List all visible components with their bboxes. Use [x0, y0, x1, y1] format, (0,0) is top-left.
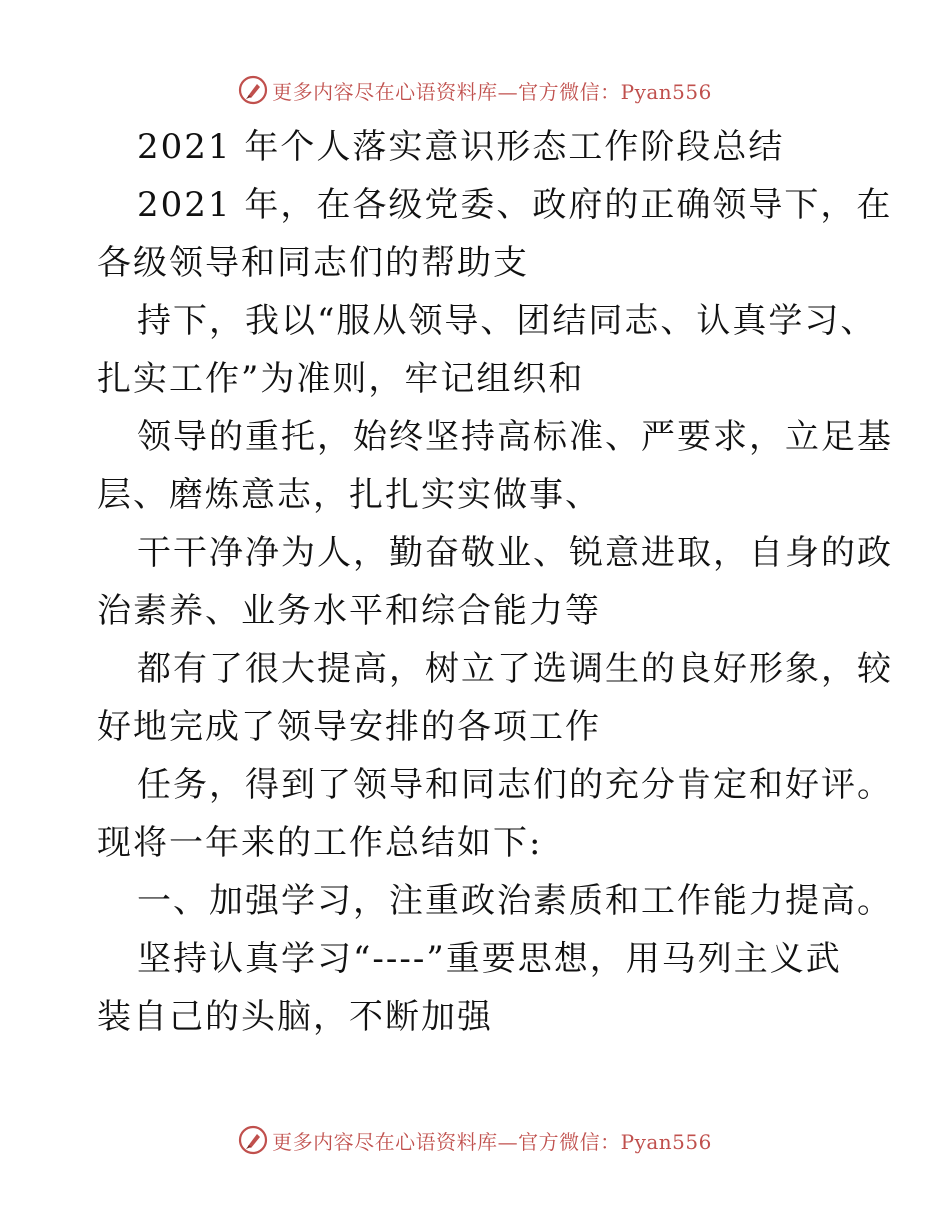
document-line: 扎实工作”为准则，牢记组织和 — [97, 359, 585, 399]
document-line: 都有了很大提高，树立了选调生的良好形象，较 — [137, 649, 893, 689]
document-line: 领导的重托，始终坚持高标准、严要求，立足基 — [137, 417, 893, 457]
document-line: 2021 年，在各级党委、政府的正确领导下，在 — [137, 185, 893, 225]
document-body — [97, 118, 893, 1046]
document-line: 持下，我以“服从领导、团结同志、认真学习、 — [137, 301, 877, 341]
header-banner — [0, 70, 950, 110]
document-line: 坚持认真学习“----”重要思想，用马列主义武 — [137, 939, 842, 979]
footer-banner-text: 更多内容尽在心语资料库—官方微信：Pyan556 — [272, 1129, 712, 1154]
document-line: 层、磨炼意志，扎扎实实做事、 — [97, 475, 601, 515]
document-line: 装自己的头脑，不断加强 — [97, 997, 493, 1037]
document-line: 任务，得到了领导和同志们的充分肯定和好评。 — [137, 765, 893, 805]
document-line: 各级领导和同志们的帮助支 — [97, 243, 529, 283]
document-line: 好地完成了领导安排的各项工作 — [97, 707, 601, 747]
footer-banner — [0, 1120, 950, 1160]
document-line: 干干净净为人，勤奋敬业、锐意进取，自身的政 — [137, 533, 893, 573]
document-line: 治素养、业务水平和综合能力等 — [97, 591, 601, 631]
pen-nib-logo-icon — [238, 75, 268, 105]
header-banner-text: 更多内容尽在心语资料库—官方微信：Pyan556 — [272, 79, 712, 104]
document-line: 现将一年来的工作总结如下: — [97, 823, 543, 863]
document-line: 2021 年个人落实意识形态工作阶段总结 — [137, 127, 785, 167]
document-line: 一、加强学习，注重政治素质和工作能力提高。 — [137, 881, 893, 921]
pen-nib-logo-icon — [238, 1125, 268, 1155]
